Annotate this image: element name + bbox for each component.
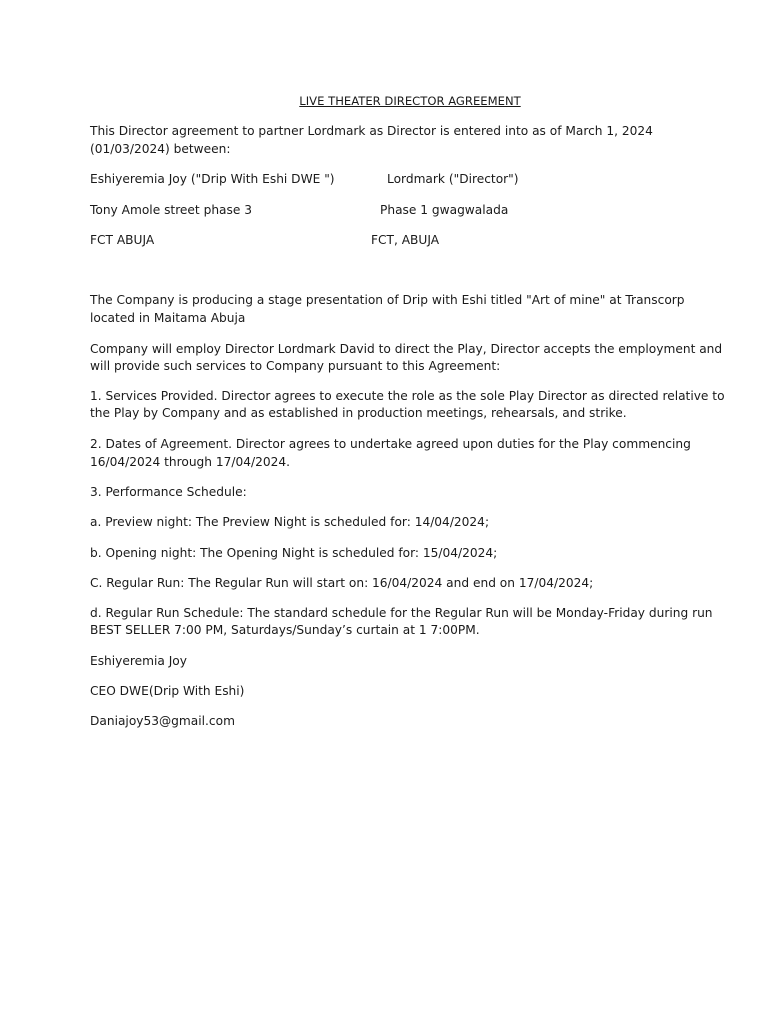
party-left-name: Eshiyeremia Joy ("Drip With Eshi DWE ")	[90, 172, 335, 186]
intro-line-1: This Director agreement to partner Lordmark as Director is entered into as of March 1, 2024	[90, 124, 653, 138]
party-left-city: FCT ABUJA	[90, 233, 155, 247]
paragraph-run-schedule-line-2: BEST SELLER 7:00 PM, Saturdays/Sunday’s curtain at 1 7:00PM.	[90, 623, 480, 637]
document-title: LIVE THEATER DIRECTOR AGREEMENT	[299, 94, 521, 108]
paragraph-services-line-1: 1. Services Provided. Director agrees to execute the role as the sole Play Director as directed relative to	[90, 389, 725, 403]
paragraph-regular-run: C. Regular Run: The Regular Run will start on: 16/04/2024 and end on 17/04/2024;	[90, 576, 594, 590]
signature-title: CEO DWE(Drip With Eshi)	[90, 684, 245, 698]
paragraph-run-schedule-line-1: d. Regular Run Schedule: The standard schedule for the Regular Run will be Monday-Friday during run	[90, 606, 713, 620]
paragraph-employment-line-1: Company will employ Director Lordmark David to direct the Play, Director accepts the employment and	[90, 342, 723, 356]
paragraph-preview-night: a. Preview night: The Preview Night is scheduled for: 14/04/2024;	[90, 515, 490, 529]
paragraph-dates-line-2: 16/04/2024 through 17/04/2024.	[90, 455, 290, 469]
intro-line-2: (01/03/2024) between:	[90, 142, 231, 156]
signature-email: Daniajoy53@gmail.com	[90, 714, 235, 728]
paragraph-production-line-2: located in Maitama Abuja	[90, 311, 246, 325]
party-left-address: Tony Amole street phase 3	[90, 203, 252, 217]
paragraph-schedule-heading: 3. Performance Schedule:	[90, 485, 247, 499]
paragraph-production-line-1: The Company is producing a stage presentation of Drip with Eshi titled "Art of mine" at Transcorp	[90, 293, 685, 307]
party-right-address: Phase 1 gwagwalada	[380, 203, 509, 217]
party-right-city: FCT, ABUJA	[371, 233, 440, 247]
paragraph-employment-line-2: will provide such services to Company pursuant to this Agreement:	[90, 359, 501, 373]
paragraph-services-line-2: the Play by Company and as established in production meetings, rehearsals, and strike.	[90, 406, 627, 420]
party-right-name: Lordmark ("Director")	[387, 172, 519, 186]
paragraph-opening-night: b. Opening night: The Opening Night is scheduled for: 15/04/2024;	[90, 546, 498, 560]
signature-name: Eshiyeremia Joy	[90, 654, 187, 668]
paragraph-dates-line-1: 2. Dates of Agreement. Director agrees to undertake agreed upon duties for the Play commencing	[90, 437, 691, 451]
